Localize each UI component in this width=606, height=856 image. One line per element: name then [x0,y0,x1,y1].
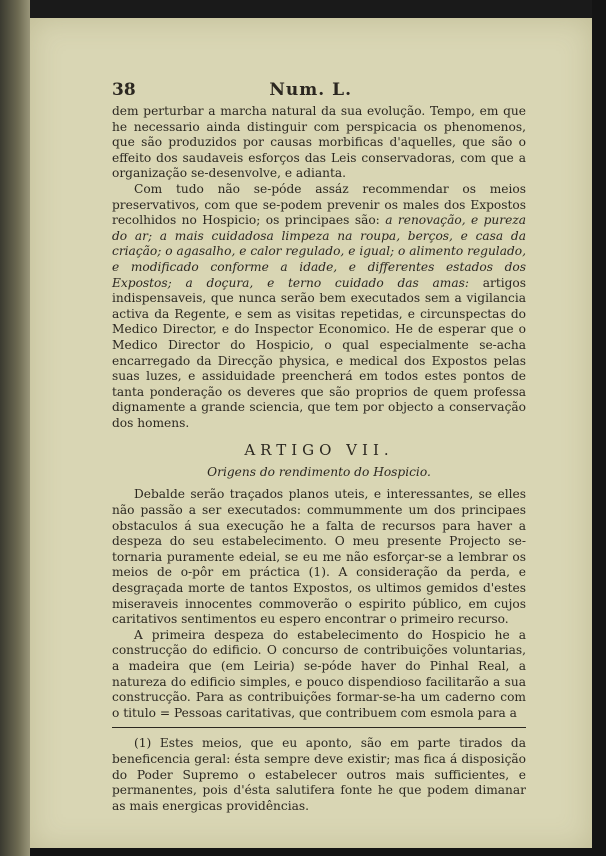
paragraph-2 [112,182,526,432]
page-header [112,80,352,100]
page-content [112,80,526,814]
footnote: (1) Estes meios, que eu aponto, são em parte tirados da beneficencia geral: ésta sempre deve existir; mas fica á disposição do Poder Supremo o estabelecer outros mais sufficientes, e permanentes, pois d'ésta salutifera fonte he que podem dimanar as mais energicas providências. [112,736,526,813]
paragraph-2-italic: a renovação, e pureza do ar; a mais cuidadosa limpeza na roupa, berços, e casa da criação; o agasalho, e calor regulado, e igual; o alimento regulado, e modificado conforme a idade, e differentes estados dos Expostos; a doçura, e terno cuidado das amas: [112,213,527,290]
page-number: 38 [112,80,136,100]
scan-border-bottom [30,848,592,856]
paragraph-1: dem perturbar a marcha natural da sua evolução. Tempo, em que he necessario ainda distinguir com perspicacia os phenomenos, que são produzidos por causas morbificas d'aquelles, que são o effeito dos saudaveis esforços das Leis conservadoras, com que a organização se-desenvolve, e adianta. [112,104,526,181]
paragraph-2-start: Com tudo não se-póde assáz recommendar os meios preservativos, com que se-podem prevenir os males dos Expostos recolhidos no Hospicio; os principaes são: [112,181,526,228]
paragraph-4: A primeira despeza do estabelecimento do Hospicio he a construcção do edificio. O concurso de contribuições voluntarias, a madeira que (em Leiria) se-póde haver do Pinhal Real, a natureza do edificio simples, e pouco dispendioso facilitarão a sua construcção. Para as contribuições formar-se-ha um caderno com o titulo = Pessoas caritativas, que contribuem com esmola para a [112,627,526,720]
book-spine-shadow [0,0,30,856]
running-title: Num. L. [269,80,352,100]
section-subtitle: Origens do rendimento do Hospicio. [207,465,431,480]
footnote-divider [112,727,526,728]
paragraph-2-end: artigos indispensaveis, que nunca serão bem executados sem a vigilancia activa da Regente, e sem as visitas repetidas, e circunspectas do Medico Director, e do Inspector Economico. He de esperar que o Medico Director do Hospicio, o qual especialmente se-acha encarregado da Direcção physica, e medical dos Expostos pelas suas luzes, e assiduidade preencherá em todos estes pontos de tanta ponderação os deveres que são proprios de quem professa dignamente a grande sciencia, que tem por objecto a conservação dos homens. [112,275,527,430]
paragraph-3: Debalde serão traçados planos uteis, e interessantes, se elles não passão a ser executados: commummente um dos principaes obstaculos á sua execução he a falta de recursos para haver a despeza do seu estabelecimento. O meu presente Projecto se-tornaria puramente edeial, se eu me não esforçar-se a lembrar os meios de o-pôr em práctica (1). A consideração da perda, e desgraçada morte de tantos Expostos, os ultimos gemidos d'estes miseraveis innocentes commoverão o espirito público, em cujos caritativos sentimentos eu espero encontrar o primeiro recurso. [112,487,526,627]
scan-border-right [592,0,606,856]
section-title: ARTIGO VII. [244,441,394,460]
